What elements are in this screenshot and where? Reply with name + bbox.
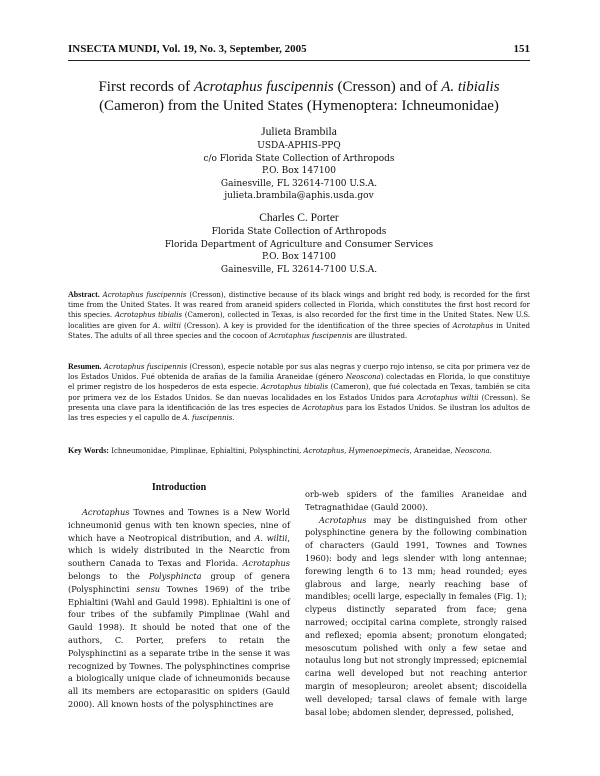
species-name: Acrotaphus fuscipennis bbox=[99, 291, 187, 299]
body-text: belongs to the bbox=[68, 570, 149, 581]
abstract-text: in United States. The adults of all three species and the cocoon of bbox=[68, 321, 531, 340]
resumen-text: . bbox=[232, 414, 235, 423]
keywords bbox=[68, 446, 530, 456]
species-name: Acrotaphus bbox=[302, 403, 344, 412]
body-text: Townes 1969) of the tribe Ephialtini (Wahl and Gauld 1998). Ephialtini is one of four tribes of the subfamily Pimplinae (Wahl and Gauld 1998). It should be noted that one of the authors, C. Porter, prefers to retain the Polysphinctini as a separate tribe in the sense it was recognized by Townes. The polysphinctines comprise a biologically unique clade of ichneumonids because all its members are ectoparasitic on spiders (Gauld 2000). All known hosts of the polysphinctines are bbox=[68, 583, 290, 709]
species-name: Acrotaphus fuscipennis bbox=[269, 331, 353, 340]
species-name: A. wiltii bbox=[254, 532, 288, 543]
intro-paragraph-1-continued: orb-web spiders of the families Araneidae and Tetragnathidae (Gauld 2000). bbox=[305, 489, 527, 512]
abstract-label: Abstract. bbox=[68, 290, 100, 299]
genus-name: Polysphincta bbox=[148, 570, 202, 581]
species-name: Acrotaphus fuscipennis bbox=[101, 363, 188, 371]
species-name: Acrotaphus tibialis bbox=[260, 383, 329, 392]
abstract-text: (Cresson), distinctive because of its black wings and bright red body, is recorded for the first time from the United States. It was reared from araneid spiders collected in Florida, which constitutes the first host record for this species. bbox=[68, 291, 530, 320]
introduction-heading: Introduction bbox=[151, 482, 207, 493]
keywords-text: . bbox=[489, 447, 492, 455]
author-1-address: P.O. Box 147100 bbox=[262, 166, 336, 176]
genus-name: Acrotaphus bbox=[242, 558, 290, 569]
genus-name: Acrotaphus bbox=[82, 507, 130, 517]
journal-citation: INSECTA MUNDI, Vol. 19, No. 3, September, 2005 bbox=[68, 43, 307, 55]
title-line-2: (Cameron) from the United States (Hymenoptera: Ichneumonidae) bbox=[99, 98, 499, 114]
species-name: Acrotaphus tibialis bbox=[114, 311, 183, 320]
title-text: (Cresson) and of bbox=[333, 79, 442, 95]
species-name: A. wiltii bbox=[152, 321, 181, 330]
body-text: may be distinguished from other polysphinctine genera by the following combination of characters (Gauld 1991, Townes and Townes 1960): body and legs slender with long antennae; forewing length 6 to 13 mm; head rounded; eyes glabrous and large, nearly reaching base of mandibles; ocelli large, especially in females (Fig. 1); clypeus distinctly separated from face; gena narrowed; occipital carina complete, strongly raised and reflexed; epomia absent; pronotum elongated; mesoscutum polished with only a few setae and notaulus long but not strongly impressed; epicnemial carina well developed but not reaching anterior margin of mesopleuron; areolet absent; discoidella well developed; tarsal claws of female with large basal lobe; abdomen slender, depressed, polished, bbox=[305, 514, 527, 717]
title-text: First records of bbox=[98, 79, 194, 95]
author-2-affiliation: Florida Department of Agriculture and Consumer Services bbox=[164, 239, 434, 250]
left-column bbox=[68, 506, 290, 711]
keywords-text: , bbox=[344, 447, 349, 455]
abstract-text: (Cameron), collected in Texas, is also recorded for the first time in the United States. New U.S. localities are given for bbox=[68, 311, 530, 330]
keywords-label: Key Words: bbox=[68, 446, 109, 455]
right-column bbox=[305, 488, 527, 718]
resumen-text: ) colectadas en Florida, lo que constituye el primer registro de los hospederos de esta especie. bbox=[68, 373, 531, 392]
header-rule bbox=[68, 60, 530, 61]
abstract-text: (Cresson). A key is provided for the identification of the three species of bbox=[180, 321, 453, 330]
author-2-affiliation: Florida State Collection of Arthropods bbox=[211, 227, 387, 237]
species-name: Acrotaphus bbox=[452, 321, 494, 330]
species-name: A. fuscipennis bbox=[182, 414, 233, 423]
abstract bbox=[68, 290, 530, 341]
body-text: Townes and Townes is a New World ichneumonid genus with ten known species, nine of which have a Neotropical distribution, and bbox=[68, 507, 290, 543]
author-1-email: julieta.brambila@aphis.usda.gov bbox=[224, 191, 374, 201]
article-title bbox=[68, 78, 530, 116]
body-text: , which is widely distributed in the Nearctic from southern Canada to Texas and Florida. bbox=[68, 532, 291, 569]
species-name: Neoscona bbox=[345, 373, 381, 382]
resumen-text: para los Estados Unidos. Se ilustran los adultos de las tres especies y el capullo de bbox=[68, 403, 530, 423]
intro-paragraph-1 bbox=[68, 506, 290, 711]
genus-name: Acrotaphus bbox=[319, 514, 367, 525]
resumen-label: Resumen. bbox=[68, 362, 102, 371]
keyword-genus: Neoscona bbox=[454, 447, 490, 455]
body-text: group of genera (Polysphinctini bbox=[68, 570, 290, 594]
author-1-block bbox=[68, 124, 530, 203]
author-1-affiliation: c/o Florida State Collection of Arthropods bbox=[203, 153, 395, 164]
resumen-text: (Cresson). Se presenta una clave para la identificación de las tres especies de bbox=[68, 393, 530, 412]
author-2-address: P.O. Box 147100 bbox=[262, 252, 336, 262]
author-1-name: Julieta Brambila bbox=[261, 126, 337, 138]
keyword-genus: Acrotaphus bbox=[303, 447, 345, 455]
title-species-1: Acrotaphus fuscipennis bbox=[193, 79, 334, 95]
author-2-address: Gainesville, FL 32614-7100 U.S.A. bbox=[220, 264, 378, 275]
resumen bbox=[68, 362, 530, 423]
resumen-text: (Cameron), que fué colectada en Texas, también se cita por primera vez de los Estados Unidos. Se dan nuevas localidades en los Estados Unidos para bbox=[68, 383, 530, 402]
species-name: Acrotaphus wiltii bbox=[417, 393, 479, 402]
abstract-text: are illustrated. bbox=[352, 331, 408, 340]
author-2-block bbox=[68, 210, 530, 276]
title-species-2: A. tibialis bbox=[441, 79, 500, 95]
latin-term: sensu bbox=[136, 583, 161, 594]
keywords-text: Ichneumonidae, Pimplinae, Ephialtini, Polysphinctini, bbox=[108, 447, 304, 455]
running-header bbox=[68, 43, 530, 55]
keyword-genus: Hymenoepimecis bbox=[348, 447, 410, 455]
author-2-name: Charles C. Porter bbox=[259, 212, 339, 224]
intro-paragraph-2 bbox=[305, 514, 527, 719]
author-1-address: Gainesville, FL 32614-7100 U.S.A. bbox=[220, 178, 378, 189]
keywords-text: , Araneidae, bbox=[409, 447, 455, 455]
author-1-affiliation: USDA-APHIS-PPQ bbox=[257, 141, 341, 151]
resumen-text: (Cresson), especie notable por sus alas negras y cuerpo rojo intenso, se cita por primera vez de los Estados Unidos. Fué obtenida de arañas de la familia Araneidae (género bbox=[68, 363, 530, 382]
page-number: 151 bbox=[513, 43, 530, 55]
